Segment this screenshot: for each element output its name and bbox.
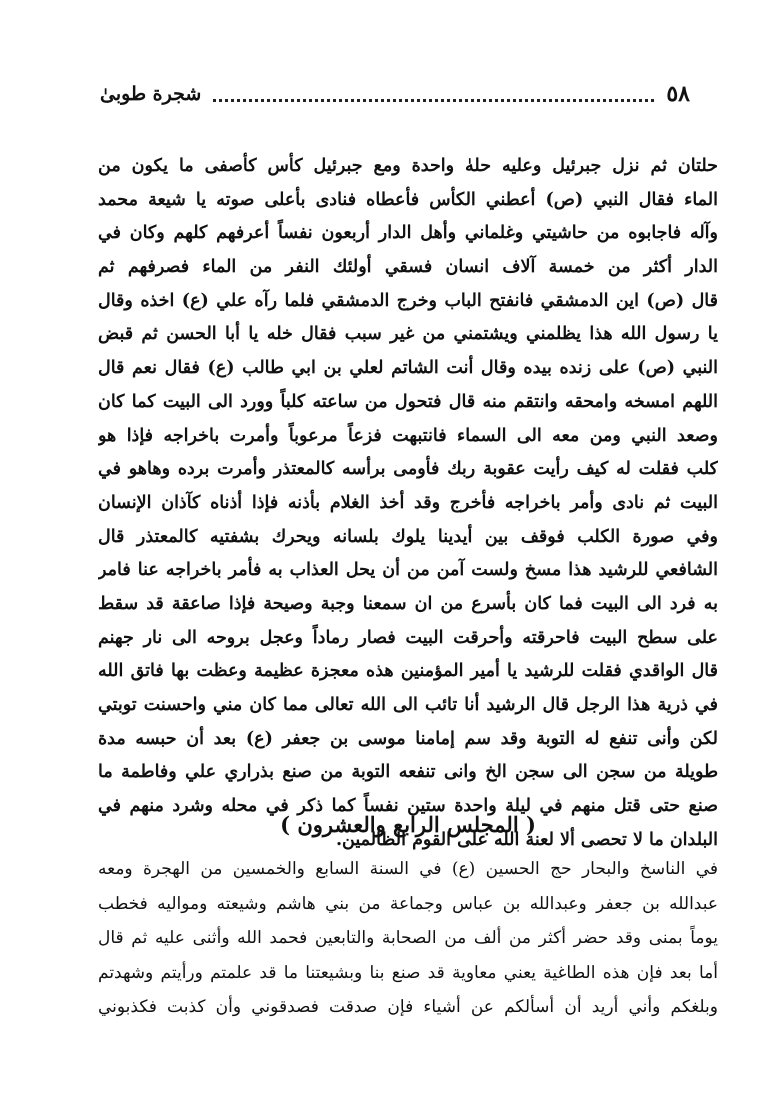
text-line: طويلة من سجن الى سجن الخ وانى تنفعه التوبة من صنع بذراري علي وفاطمة ما — [98, 762, 718, 783]
running-title: شجرة طوبىٰ — [100, 83, 202, 105]
text-line: وفي صورة الكلب فوقف بين أيدينا يلوك بلسانه ويحرك بشفتيه كالمعتذر قال — [98, 526, 718, 547]
page-number: ٥٨ — [666, 81, 690, 107]
text-line: اللهم امسخه وامحقه وانتقم منه قال فتحول من ساعته كلباً وورد الى البيت كما كان — [98, 391, 718, 412]
body-paragraph-1 — [98, 150, 718, 857]
text-line: على سطح البيت فاحرقته وأحرقت البيت فصار رماداً وعجل بروحه الى نار جهنم — [98, 627, 718, 648]
text-line: لكن وأنى تنفع له التوبة وقد سم إمامنا موسى بن جعفر (ع) بعد أن حبسه مدة — [98, 728, 718, 749]
text-line: أما بعد فإن هذه الطاغية يعني معاوية قد صنع بنا وبشيعتنا ما قد علمتم ورأيتم وشهدتم — [98, 962, 718, 983]
text-line: به فرد الى البيت فما كان بأسرع من ان سمعنا وجبة وصيحة فإذا صاعقة قد سقط — [98, 593, 718, 614]
dot-leader — [213, 99, 654, 102]
text-line: البيت ثم نادى وأمر باخراجه فأخرج وقد أخذ الغلام بأذنه فإذا أذناه كآذان الإنسان — [98, 492, 718, 513]
text-line: النبي (ص) على زنده بيده وقال أنت الشاتم لعلي بن ابي طالب (ع) فقال نعم قال — [98, 358, 718, 379]
text-line: وآله فاجابوه من حاشيتي وغلماني وأهل الدار أربعون نفساً أعرفهم كلهم وكان في — [98, 223, 718, 244]
text-line: عبدالله بن جعفر وعبدالله بن عباس وجماعة من بني هاشم وشيعته ومواليه فخطب — [98, 893, 718, 914]
text-line: الشافعي للرشيد هذا مسخ ولست آمن من أن يحل العذاب به فأمر باخراجه عنا فامر — [98, 560, 718, 581]
text-line: البلدان ما لا تحصى ألا لعنة الله على القوم الظالمين. — [335, 829, 718, 850]
text-line: كلب فقلت له كيف رأيت عقوبة ربك فأومى برأسه كالمعتذر وأمرت برده وهاهو في — [98, 459, 718, 480]
page-header — [100, 74, 690, 114]
text-line: يوماً بمنى وقد حضر أكثر من ألف من الصحابة والتابعين فحمد الله وأثنى عليه ثم قال — [98, 928, 718, 948]
body-paragraph-2 — [98, 852, 718, 1025]
text-line: في الناسخ والبحار حج الحسين (ع) في السنة السابع والخمسين من الهجرة ومعه — [98, 859, 718, 879]
text-line: قال (ص) اين الدمشقي فانفتح الباب وخرج الدمشقي فلما رآه علي (ع) اخذه وقال — [98, 290, 718, 311]
text-line: يا رسول الله هذا يظلمني ويشتمني من غير سبب فقال خله يا أبا الحسن ثم قبض — [98, 324, 718, 345]
text-line: وبلغكم وأني أريد أن أسألكم عن أشياء فإن صدقت فصدقوني وأن كذبت فكذبوني — [98, 997, 718, 1017]
text-line: صنع حتى قتل منهم في ليلة واحدة ستين نفساً كما ذكر في محله وشرد منهم في — [98, 796, 718, 817]
text-line: حلتان ثم نزل جبرئيل وعليه حلهٰ واحدة ومع جبرئيل كأس كأصفى ما يكون من — [98, 156, 718, 176]
text-line: وصعد النبي ومن معه الى السماء فانتبهت فزعاً مرعوباً وأمرت باخراجه فإذا هو — [98, 425, 718, 446]
text-line: في ذرية هذا الرجل قال الرشيد أنا تائب الى الله تعالى مما كان مني واحسنت توبتي — [98, 695, 718, 715]
text-line: الماء فقال النبي (ص) أعطني الكأس فأعطاه فنادى بأعلى صوته يا شيعة محمد — [98, 189, 718, 210]
text-line: الدار أكثر من خمسة آلاف انسان فسقي أولئك النفر من الماء فصرفهم ثم — [98, 257, 718, 278]
section-heading: ( المجلس الرابع والعشرون ) — [280, 812, 536, 837]
text-line: قال الواقدي فقلت للرشيد يا أمير المؤمنين هذه معجزة عظيمة وعظت بها فاتق الله — [98, 661, 718, 682]
